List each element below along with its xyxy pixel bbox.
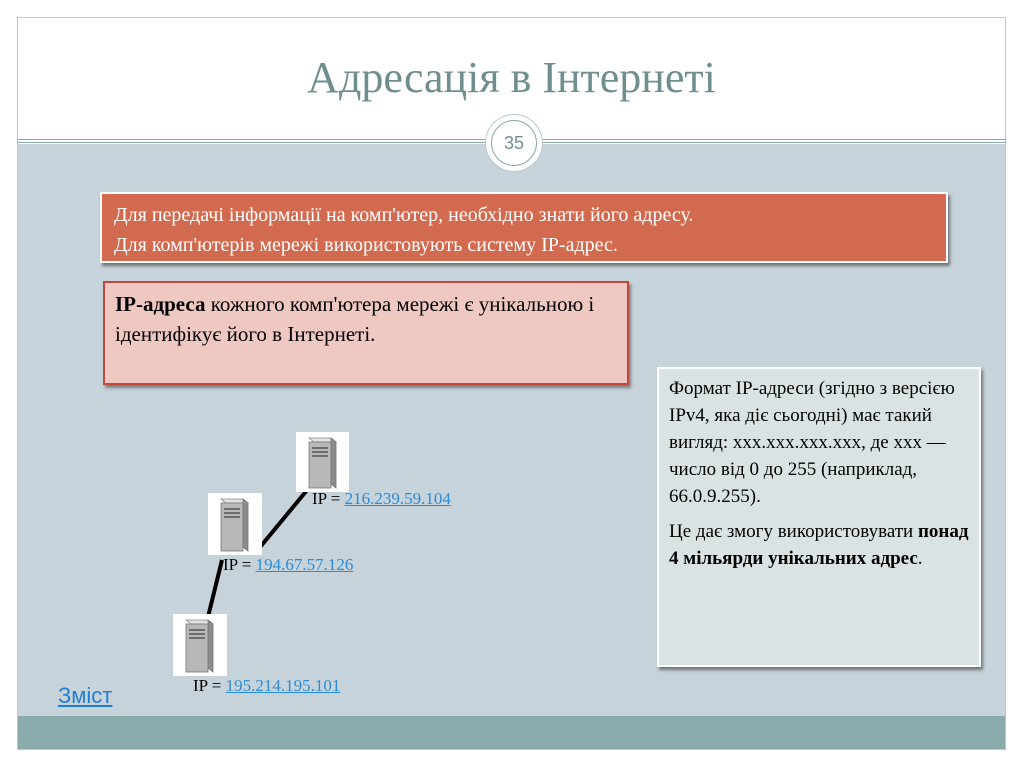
- link-line-top: [256, 489, 308, 552]
- ip-prefix: IP =: [223, 555, 256, 574]
- slide-title: Адресація в Інтернеті: [307, 53, 716, 102]
- definition-text: кожного комп'ютера мережі є унікальною і ідентифікує його в Інтернеті.: [115, 292, 595, 346]
- definition-term: IP-адреса: [115, 292, 206, 316]
- ip-label-bottom: [193, 676, 340, 696]
- ip-prefix: IP =: [312, 489, 345, 508]
- ip-label-top: [312, 489, 451, 509]
- server-icon: [296, 432, 349, 492]
- ip-label-middle: [223, 555, 353, 575]
- ip-prefix: IP =: [193, 676, 226, 695]
- table-of-contents-link[interactable]: Зміст: [58, 683, 113, 708]
- capacity-text-start: Це дає змогу використовувати: [669, 521, 918, 542]
- capacity-bold: понад 4 мільярди унікальних адрес: [669, 521, 969, 569]
- ip-link-top[interactable]: 216.239.59.104: [344, 489, 451, 508]
- format-paragraph: Формат IP-адреси (згідно з версією IPv4, яка діє сьогодні) має такий вигляд: xxx.xxx.xxx.xxx, де xxx — число від 0 до 255 (наприклад, 66.0.9.255).: [669, 378, 955, 507]
- page-number: 35: [491, 120, 537, 166]
- ip-link-bottom[interactable]: 195.214.195.101: [225, 676, 341, 695]
- intro-line-1: Для передачі інформації на комп'ютер, необхідно знати його адресу.: [114, 204, 694, 226]
- server-icon: [208, 493, 262, 555]
- server-icon: [173, 614, 227, 676]
- link-line-bottom: [208, 560, 222, 617]
- intro-line-2: Для комп'ютерів мережі використовують систему IP-адрес.: [114, 234, 618, 256]
- ip-link-middle[interactable]: 194.67.57.126: [255, 555, 354, 574]
- capacity-text-end: .: [917, 548, 923, 569]
